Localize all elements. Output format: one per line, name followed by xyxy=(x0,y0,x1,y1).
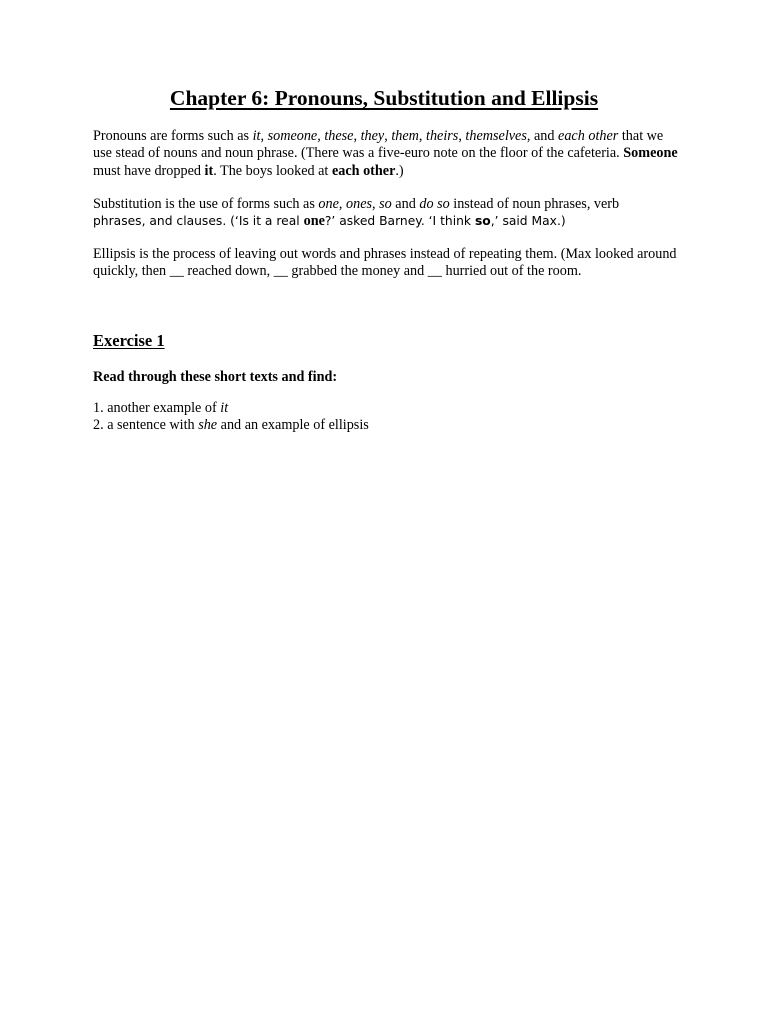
text: ,’ said Max.) xyxy=(490,214,566,229)
example-word: ones xyxy=(346,196,373,212)
chapter-title: Chapter 6: Pronouns, Substitution and Ellipsis xyxy=(169,86,599,110)
text: , xyxy=(372,196,380,212)
example-word: they xyxy=(360,128,385,144)
example-word: theirs xyxy=(426,128,459,144)
text: , xyxy=(317,128,325,144)
example-word: it xyxy=(252,128,261,144)
text: 1. another example of xyxy=(93,400,221,416)
text: ?’ asked Barney. ‘I think xyxy=(324,214,475,229)
bold-word: one xyxy=(303,213,325,230)
text: and xyxy=(391,196,420,212)
exercise-instruction: Read through these short texts and find: xyxy=(93,369,338,385)
example-word: she xyxy=(198,417,218,434)
example-word: do so xyxy=(419,196,450,212)
example-word: one xyxy=(318,196,339,212)
text: , xyxy=(384,128,392,144)
exercise-heading: Exercise 1 xyxy=(93,331,165,350)
bold-word: it xyxy=(204,162,214,179)
example-word: them xyxy=(391,128,419,144)
text: that we use stead of nouns and noun phrase. (There was a five-euro note on the floor of the cafeteria. xyxy=(93,128,664,162)
example-word: themselves xyxy=(465,128,527,144)
text: , xyxy=(353,128,361,144)
text: 2. a sentence with xyxy=(93,417,199,434)
text: , xyxy=(338,196,347,212)
list-item xyxy=(93,417,369,434)
exercise-task-list xyxy=(93,400,369,435)
text: and an example of ellipsis xyxy=(217,417,369,434)
example-word: someone xyxy=(267,128,318,144)
text: must have dropped xyxy=(93,162,205,179)
text: .) xyxy=(395,162,404,179)
text: , xyxy=(260,128,268,144)
text: phrases, and clauses. (‘Is it a real xyxy=(93,214,304,229)
example-word: so xyxy=(379,196,392,212)
text: instead of noun phrases, verb xyxy=(449,196,620,212)
substitution-paragraph xyxy=(93,196,683,231)
text: , and xyxy=(526,128,559,144)
text: Pronouns are forms such as xyxy=(93,128,253,144)
bold-word: Someone xyxy=(623,145,678,162)
list-item xyxy=(93,400,369,417)
text: , xyxy=(458,128,466,144)
text: Substitution is the use of forms such as xyxy=(93,196,319,212)
pronouns-paragraph xyxy=(93,128,683,180)
bold-word: each other xyxy=(331,162,396,179)
text: . The boys looked at xyxy=(213,162,332,179)
example-word: these xyxy=(324,128,354,144)
ellipsis-paragraph: Ellipsis is the process of leaving out words and phrases instead of repeating them. (Max looked around quickly, then __ reached down, __ grabbed the money and __ hurried out of the room. xyxy=(93,246,677,280)
example-word: each other xyxy=(558,128,619,144)
bold-word: so xyxy=(474,214,491,229)
text: , xyxy=(418,128,426,144)
example-word: it xyxy=(220,400,229,416)
